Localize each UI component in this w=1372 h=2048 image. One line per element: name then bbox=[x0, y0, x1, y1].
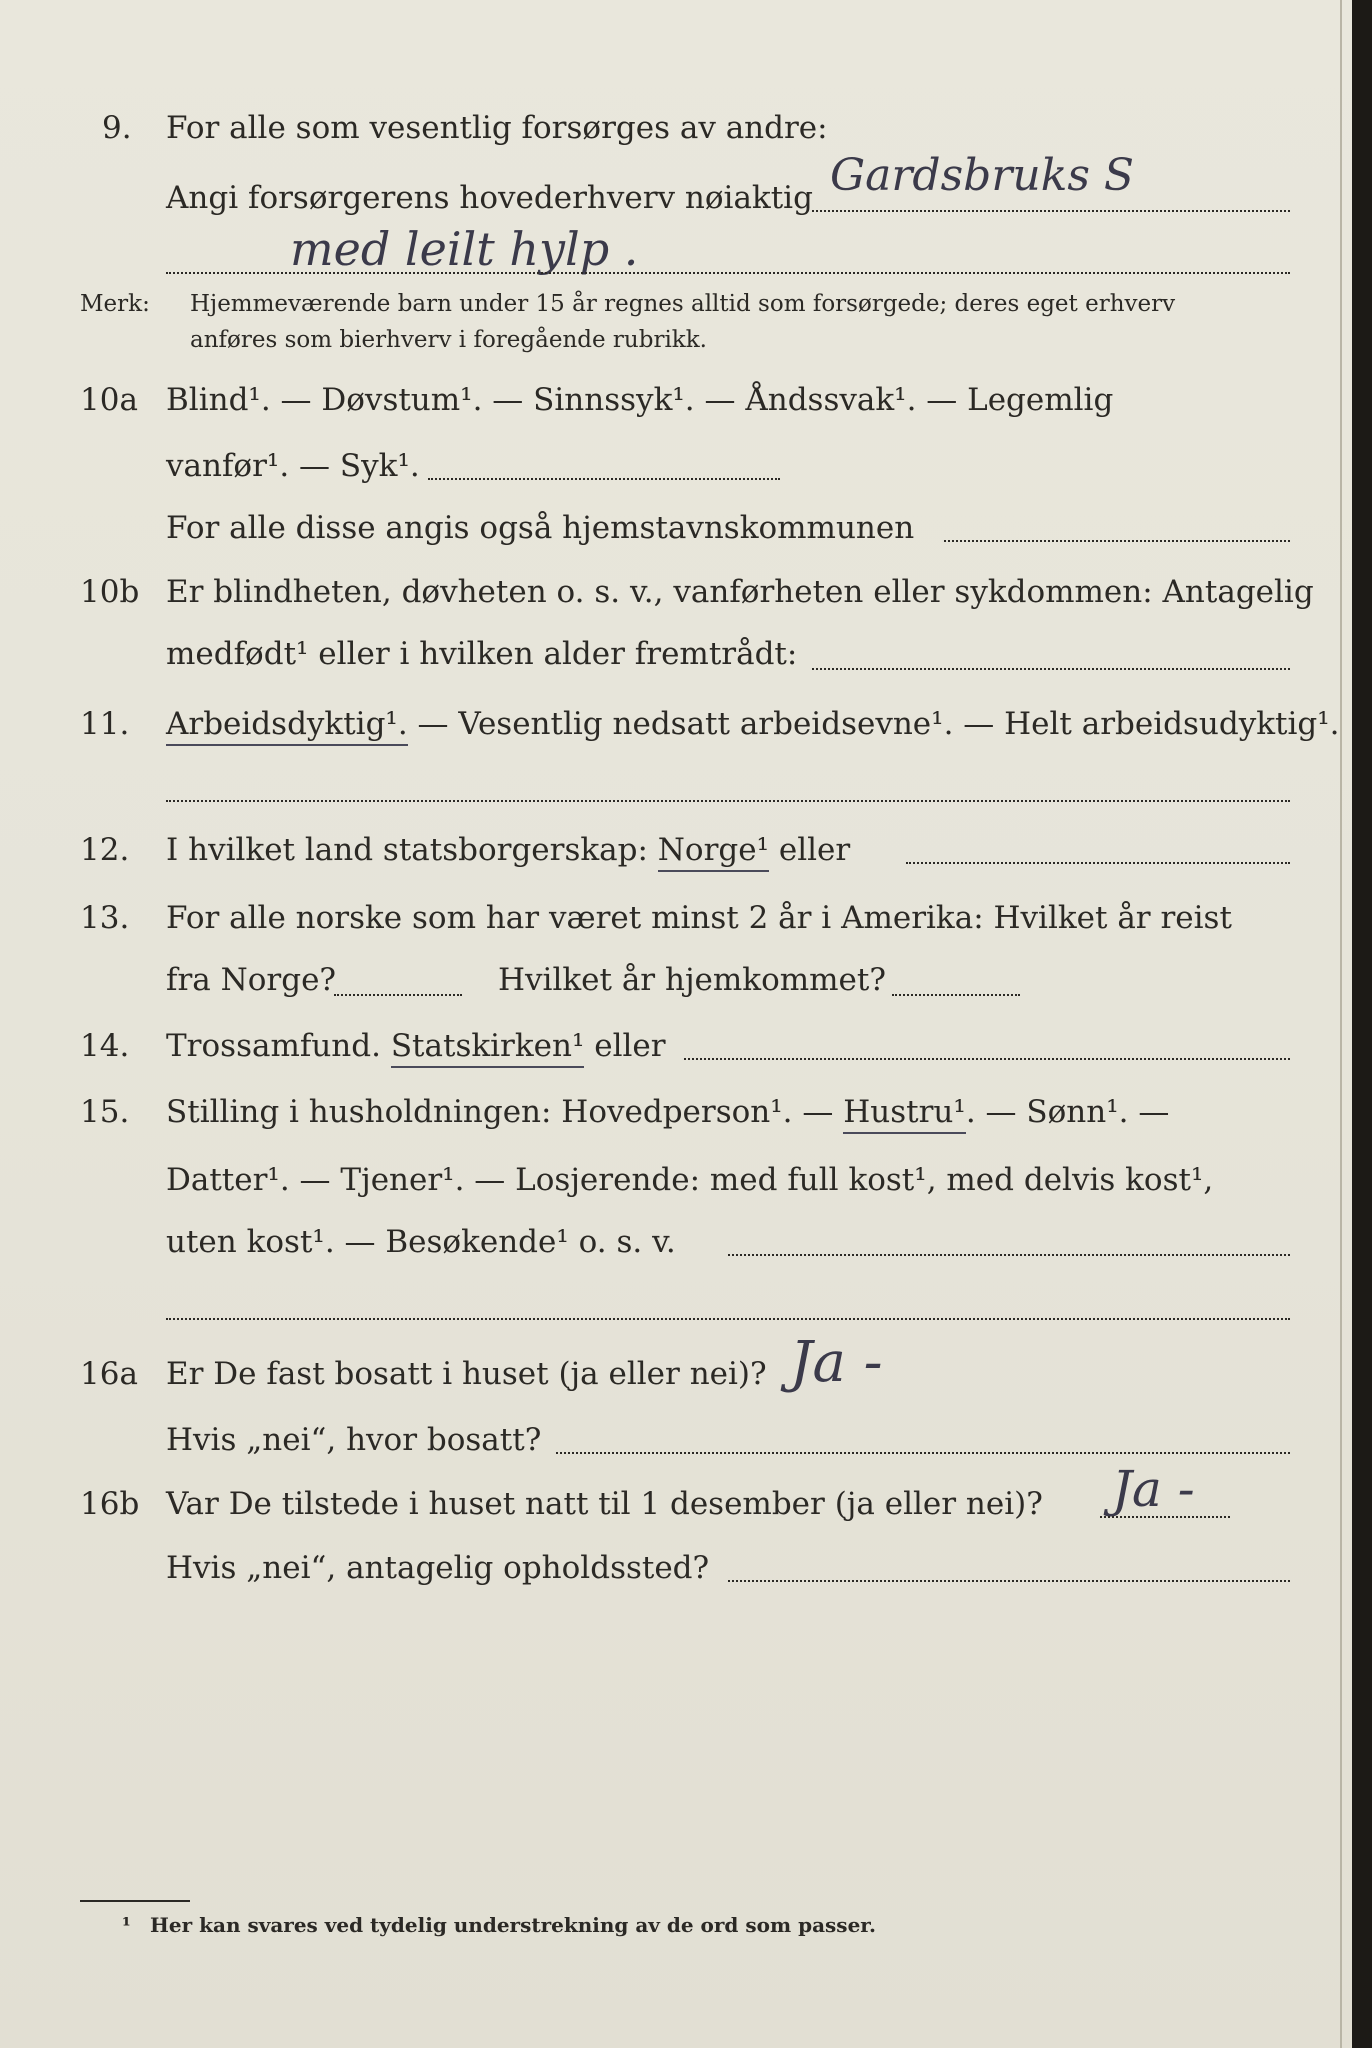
q15-line1-pre: Stilling i husholdningen: Hovedperson¹. — bbox=[166, 1094, 844, 1130]
q9-answer-line bbox=[812, 210, 1290, 212]
q16a-number: 16a bbox=[80, 1356, 138, 1392]
q16b-number: 16b bbox=[80, 1486, 140, 1522]
q13-reist-line bbox=[334, 994, 462, 996]
q16b-line1: Var De tilstede i huset natt til 1 desember (ja eller nei)? bbox=[166, 1486, 1043, 1522]
q15-answer-line-2 bbox=[166, 1318, 1290, 1320]
q10a-number: 10a bbox=[80, 382, 138, 418]
q12-line bbox=[166, 830, 850, 870]
q16b-line2: Hvis „nei“, antagelig opholdssted? bbox=[166, 1550, 710, 1586]
q10a-line3: For alle disse angis også hjemstavnskommunen bbox=[166, 510, 915, 546]
q11-number: 11. bbox=[80, 706, 130, 742]
q13-hjemkommet-line bbox=[892, 994, 1020, 996]
q9-handwritten-answer: Gardsbruks S bbox=[830, 150, 1135, 201]
q10a-line1: Blind¹. — Døvstum¹. — Sinnssyk¹. — Åndssvak¹. — Legemlig bbox=[166, 382, 1114, 418]
q9-number: 9. bbox=[102, 110, 132, 146]
q14-pre: Trossamfund. bbox=[166, 1028, 391, 1064]
q10b-line1: Er blindheten, døvheten o. s. v., vanførheten eller sykdommen: Antagelig bbox=[166, 574, 1314, 610]
footnote-text: Her kan svares ved tydelig understrekning av de ord som passer. bbox=[150, 1913, 876, 1937]
q16b-answer-line bbox=[1100, 1516, 1230, 1518]
q16a-line1: Er De fast bosatt i huset (ja eller nei)? bbox=[166, 1356, 767, 1392]
q13-number: 13. bbox=[80, 900, 130, 936]
q16a-answer-line bbox=[556, 1452, 1290, 1454]
q14-line bbox=[166, 1026, 666, 1066]
q15-number: 15. bbox=[80, 1094, 130, 1130]
q12-selected-option: Norge¹ bbox=[658, 832, 769, 872]
q15-selected-option: Hustru¹ bbox=[843, 1094, 966, 1134]
q10b-number: 10b bbox=[80, 574, 140, 610]
q14-selected-option: Statskirken¹ bbox=[391, 1028, 585, 1068]
q10b-line2: medfødt¹ eller i hvilken alder fremtrådt: bbox=[166, 636, 798, 672]
q10a-line2: vanfør¹. — Syk¹. bbox=[166, 448, 420, 484]
merk-label: Merk: bbox=[80, 291, 150, 317]
q15-line1-post: . — Sønn¹. — bbox=[965, 1094, 1170, 1130]
q15-line1 bbox=[166, 1092, 1169, 1132]
page-edge bbox=[1340, 0, 1342, 2048]
footnote-rule bbox=[80, 1900, 190, 1902]
q13-line1: For alle norske som har været minst 2 år i Amerika: Hvilket år reist bbox=[166, 900, 1232, 936]
q9-line2: Angi forsørgerens hovederhverv nøiaktig bbox=[166, 180, 813, 216]
q15-line3: uten kost¹. — Besøkende¹ o. s. v. bbox=[166, 1224, 676, 1260]
q11-selected-option: Arbeidsdyktig¹. bbox=[166, 706, 408, 746]
q12-pre: I hvilket land statsborgerskap: bbox=[166, 832, 658, 868]
q11-rest: — Vesentlig nedsatt arbeidsevne¹. — Helt arbeidsudyktig¹. bbox=[407, 706, 1340, 742]
q15-line2: Datter¹. — Tjener¹. — Losjerende: med full kost¹, med delvis kost¹, bbox=[166, 1162, 1214, 1198]
q11-line bbox=[166, 704, 1340, 744]
q12-answer-line bbox=[906, 862, 1290, 864]
q9-handwritten-answer-cont: med leilt hylp . bbox=[290, 222, 639, 276]
q16b-opholdssted-line bbox=[728, 1580, 1290, 1582]
q12-post: eller bbox=[769, 832, 851, 868]
q15-answer-line bbox=[728, 1254, 1290, 1256]
q9-answer-line-2 bbox=[166, 272, 1290, 274]
q10a-syk-line bbox=[428, 478, 780, 480]
q10a-kommune-line bbox=[944, 540, 1290, 542]
q16b-handwritten-answer: Ja - bbox=[1112, 1460, 1195, 1518]
q14-answer-line bbox=[684, 1058, 1290, 1060]
q16a-handwritten-answer: Ja - bbox=[790, 1330, 883, 1395]
footnote-mark: ¹ bbox=[122, 1913, 131, 1937]
q16a-line2: Hvis „nei“, hvor bosatt? bbox=[166, 1422, 542, 1458]
q14-number: 14. bbox=[80, 1028, 130, 1064]
q9-line1: For alle som vesentlig forsørges av andre: bbox=[166, 110, 828, 146]
q14-post: eller bbox=[584, 1028, 666, 1064]
q13-line2b: Hvilket år hjemkommet? bbox=[498, 962, 886, 998]
q12-number: 12. bbox=[80, 832, 130, 868]
q13-line2a: fra Norge? bbox=[166, 962, 337, 998]
merk-line2: anføres som bierhverv i foregående rubrikk. bbox=[190, 327, 707, 353]
merk-line1: Hjemmeværende barn under 15 år regnes alltid som forsørgede; deres eget erhverv bbox=[190, 291, 1176, 317]
q10b-answer-line bbox=[812, 668, 1290, 670]
q11-answer-line bbox=[166, 800, 1290, 802]
